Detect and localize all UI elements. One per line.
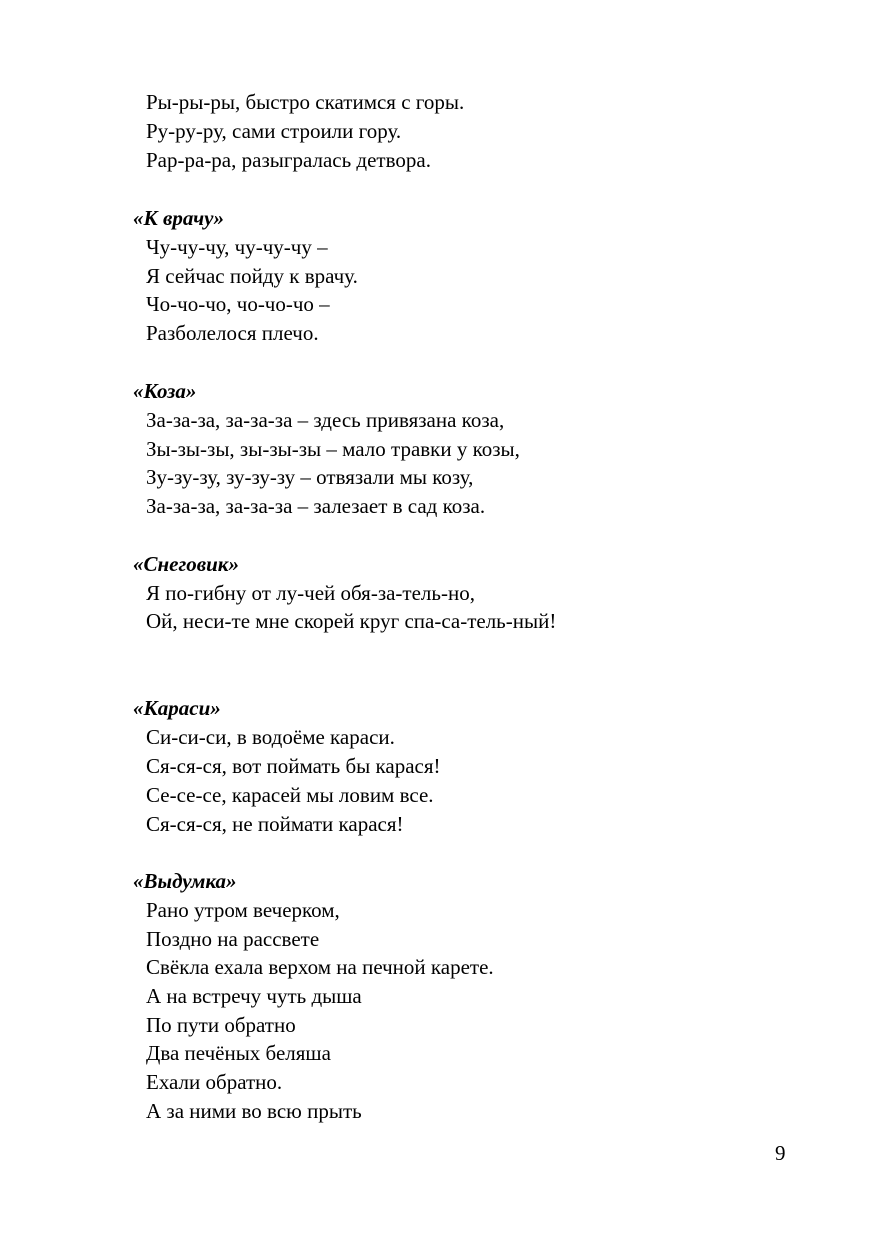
poem-3-line-3: Зу-зу-зу, зу-зу-зу – отвязали мы козу,	[146, 465, 474, 489]
poem-6-title: «Выдумка»	[133, 869, 237, 893]
poem-5-title: «Караси»	[133, 696, 221, 720]
poem-5-line-1: Си-си-си, в водоёме караси.	[146, 725, 395, 749]
poem-6-line-2: Поздно на рассвете	[146, 927, 320, 951]
poem-6-line-4: А на встречу чуть дыша	[146, 984, 362, 1008]
poem-5-line-4: Ся-ся-ся, не поймати карася!	[146, 812, 404, 836]
poem-2-title: «К врачу»	[133, 206, 224, 230]
poem-2-line-3: Чо-чо-чо, чо-чо-чо –	[146, 292, 330, 316]
poem-4-line-1: Я по-гибну от лу-чей обя-за-тель-но,	[146, 581, 475, 605]
poem-6-line-6: Два печёных беляша	[146, 1041, 331, 1065]
poem-6-line-8: А за ними во всю прыть	[146, 1099, 362, 1123]
poem-2-line-2: Я сейчас пойду к врачу.	[146, 264, 358, 288]
poem-2-line-1: Чу-чу-чу, чу-чу-чу –	[146, 235, 328, 259]
poem-6-line-7: Ехали обратно.	[146, 1070, 283, 1094]
poem-3-line-1: За-за-за, за-за-за – здесь привязана коза,	[146, 408, 505, 432]
poem-3-title: «Коза»	[133, 379, 197, 403]
poem-3-line-2: Зы-зы-зы, зы-зы-зы – мало травки у козы,	[146, 437, 520, 461]
poem-6-line-5: По пути обратно	[146, 1013, 296, 1037]
poem-6-line-1: Рано утром вечерком,	[146, 898, 340, 922]
poem-1-line-3: Рар-ра-ра, разыгралась детвора.	[146, 148, 431, 172]
poem-6-line-3: Свёкла ехала верхом на печной карете.	[146, 955, 494, 979]
poem-5-line-2: Ся-ся-ся, вот поймать бы карася!	[146, 754, 441, 778]
poem-5-line-3: Се-се-се, карасей мы ловим все.	[146, 783, 434, 807]
poem-4-line-2: Ой, неси-те мне скорей круг спа-са-тель-ный!	[146, 609, 557, 633]
poem-3-line-4: За-за-за, за-за-за – залезает в сад коза.	[146, 494, 486, 518]
page-number: 9	[775, 1141, 786, 1165]
poem-2-line-4: Разболелося плечо.	[146, 321, 319, 345]
poem-1-line-2: Ру-ру-ру, сами строили гору.	[146, 119, 402, 143]
poem-4-title: «Снеговик»	[133, 552, 239, 576]
poem-1-line-1: Ры-ры-ры, быстро скатимся с горы.	[146, 90, 465, 114]
